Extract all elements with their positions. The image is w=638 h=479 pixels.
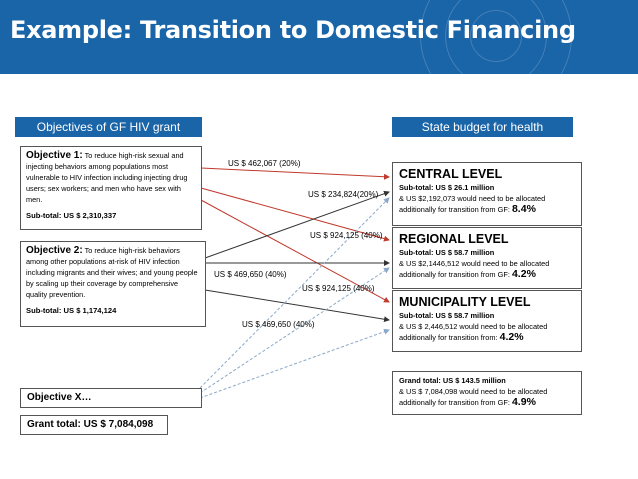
- grand-total-box: [392, 371, 582, 415]
- flow-label: US $ 462,067 (20%): [228, 159, 301, 168]
- regional-level-title: REGIONAL LEVEL: [399, 232, 509, 246]
- flow-label: US $ 234,824(20%): [308, 190, 379, 199]
- municipality-level-subtotal: Sub-total: US $ 58.7 million: [399, 311, 495, 320]
- right-section-header: State budget for health: [392, 117, 573, 137]
- flow-arrow-obj1-central: [201, 168, 389, 177]
- objective-2-box: [20, 241, 206, 327]
- regional-level-subtotal: Sub-total: US $ 58.7 million: [399, 248, 495, 257]
- central-level-allocation: & US $2,192,073 would need to be allocated: [399, 194, 546, 203]
- grant-total-box: Grant total: US $ 7,084,098: [20, 415, 168, 435]
- objective-1-box: [20, 146, 202, 230]
- municipality-level-box: [392, 290, 582, 352]
- objective-x-box: Objective X…: [20, 388, 202, 408]
- objective-1-text: To reduce high-risk sexual and injecting behaviors among populations most vulnerable to HIV infection including injecting drug users; sex workers; and men who have sex with men.: [26, 151, 188, 204]
- objective-2-text: To reduce high-risk behaviors among other populations at-risk of HIV infection including migrants and their wives; and young people by scaling up their coverage by comprehensive quality prevention.: [26, 246, 198, 299]
- objective-2-heading: Objective 2:: [26, 245, 83, 256]
- grand-total-allocation: & US $ 7,084,098 would need to be allocated: [399, 387, 548, 396]
- flow-arrow-objx-municipality: [200, 330, 389, 398]
- grand-total-percent: 4.9%: [511, 396, 536, 408]
- central-level-transition-text: additionally for transition from GF:: [399, 205, 510, 214]
- flow-arrow-obj2-municipality: [205, 290, 389, 320]
- flow-label: US $ 469,650 (40%): [242, 320, 315, 329]
- objective-1-heading: Objective 1:: [26, 150, 83, 161]
- central-level-box: [392, 162, 582, 226]
- central-level-title: CENTRAL LEVEL: [399, 167, 503, 181]
- municipality-level-transition-text: additionally for transition from:: [399, 333, 498, 342]
- flow-label: US $ 924,125 (40%): [302, 284, 375, 293]
- central-level-subtotal: Sub-total: US $ 26.1 million: [399, 183, 495, 192]
- municipality-level-title: MUNICIPALITY LEVEL: [399, 295, 531, 309]
- municipality-level-allocation: & US $ 2,446,512 would need to be allocated: [399, 322, 548, 331]
- regional-level-box: [392, 227, 582, 289]
- flow-label: US $ 924,125 (40%): [310, 231, 383, 240]
- page-title: Example: Transition to Domestic Financing: [10, 16, 576, 44]
- objective-1-subtotal: Sub-total: US $ 2,310,337: [26, 211, 117, 220]
- central-level-percent: 8.4%: [511, 203, 536, 215]
- objective-2-subtotal: Sub-total: US $ 1,174,124: [26, 306, 117, 315]
- regional-level-percent: 4.2%: [511, 268, 536, 280]
- municipality-level-percent: 4.2%: [499, 331, 524, 343]
- grand-total-label: Grand total: US $ 143.5 million: [399, 376, 506, 385]
- regional-level-transition-text: additionally for transition from GF:: [399, 270, 510, 279]
- regional-level-allocation: & US $2,1446,512 would need to be allocated: [399, 259, 550, 268]
- grand-total-transition-text: additionally for transition from GF:: [399, 398, 510, 407]
- flow-label: US $ 469,650 (40%): [214, 270, 287, 279]
- left-section-header: Objectives of GF HIV grant: [15, 117, 202, 137]
- flow-arrow-obj2-central: [205, 192, 389, 258]
